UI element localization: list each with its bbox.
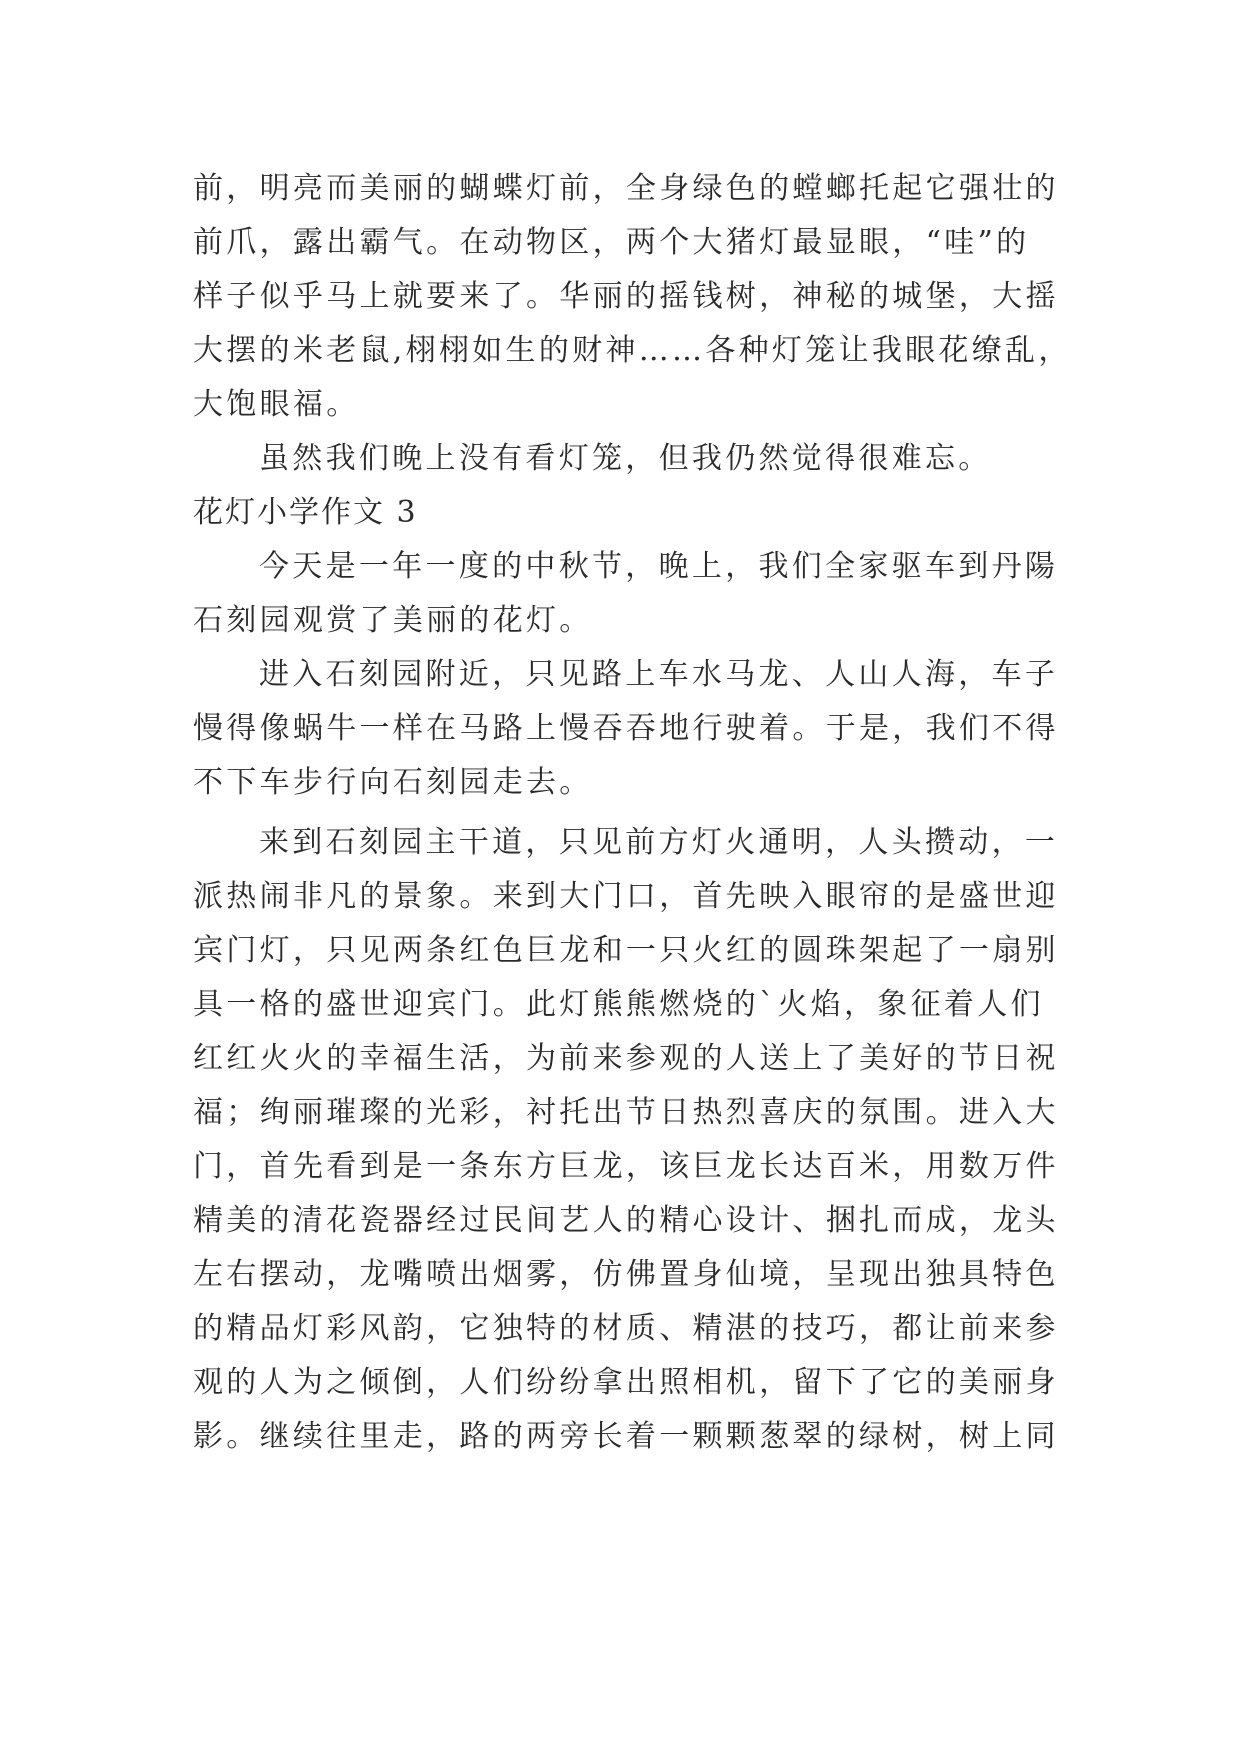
paragraph-first-line: 今天是一年一度的中秋节，晚上，我们全家驱车到丹陽 xyxy=(259,549,1059,584)
text-line: 具一格的盛世迎宾门。此灯熊熊燃烧的`火焰，象征着人们 xyxy=(193,987,1044,1022)
text-line: 大饱眼福。 xyxy=(193,387,360,422)
text-line: 观的人为之倾倒，人们纷纷拿出照相机，留下了它的美丽身 xyxy=(193,1365,1059,1400)
text-line: 慢得像蜗牛一样在马路上慢吞吞地行驶着。于是，我们不得 xyxy=(193,711,1059,746)
text-line: 的精品灯彩风韵，它独特的材质、精湛的技巧，都让前来参 xyxy=(193,1311,1059,1346)
text-line: 前，明亮而美丽的蝴蝶灯前，全身绿色的螳螂托起它强壮的 xyxy=(193,171,1059,206)
text-line: 门，首先看到是一条东方巨龙，该巨龙长达百米，用数万件 xyxy=(193,1149,1059,1184)
text-line: 左右摆动，龙嘴喷出烟雾，仿佛置身仙境，呈现出独具特色 xyxy=(193,1257,1059,1292)
text-line: 大摆的米老鼠,栩栩如生的财神……各种灯笼让我眼花缭乱， xyxy=(193,333,1072,368)
text-line: 不下车步行向石刻园走去。 xyxy=(193,765,593,800)
paragraph-first-line: 虽然我们晚上没有看灯笼，但我仍然觉得很难忘。 xyxy=(259,441,992,476)
text-line: 派热闹非凡的景象。来到大门口，首先映入眼帘的是盛世迎 xyxy=(193,879,1059,914)
paragraph-first-line: 进入石刻园附近，只见路上车水马龙、人山人海，车子 xyxy=(259,657,1059,692)
text-line: 前爪，露出霸气。在动物区，两个大猪灯最显眼，“哇”的 xyxy=(193,225,1030,260)
text-line: 样子似乎马上就要来了。华丽的摇钱树，神秘的城堡，大摇 xyxy=(193,279,1059,314)
text-line: 精美的清花瓷器经过民间艺人的精心设计、捆扎而成，龙头 xyxy=(193,1203,1059,1238)
text-line: 宾门灯，只见两条红色巨龙和一只火红的圆珠架起了一扇别 xyxy=(193,933,1059,968)
section-heading: 花灯小学作文 3 xyxy=(193,495,418,530)
paragraph-first-line: 来到石刻园主干道，只见前方灯火通明，人头攒动，一 xyxy=(259,825,1059,860)
text-line: 福；绚丽璀璨的光彩，衬托出节日热烈喜庆的氛围。进入大 xyxy=(193,1095,1059,1130)
text-line: 石刻园观赏了美丽的花灯。 xyxy=(193,603,593,638)
text-line: 红红火火的幸福生活，为前来参观的人送上了美好的节日祝 xyxy=(193,1041,1059,1076)
text-line: 影。继续往里走，路的两旁长着一颗颗葱翠的绿树，树上同 xyxy=(193,1419,1059,1454)
